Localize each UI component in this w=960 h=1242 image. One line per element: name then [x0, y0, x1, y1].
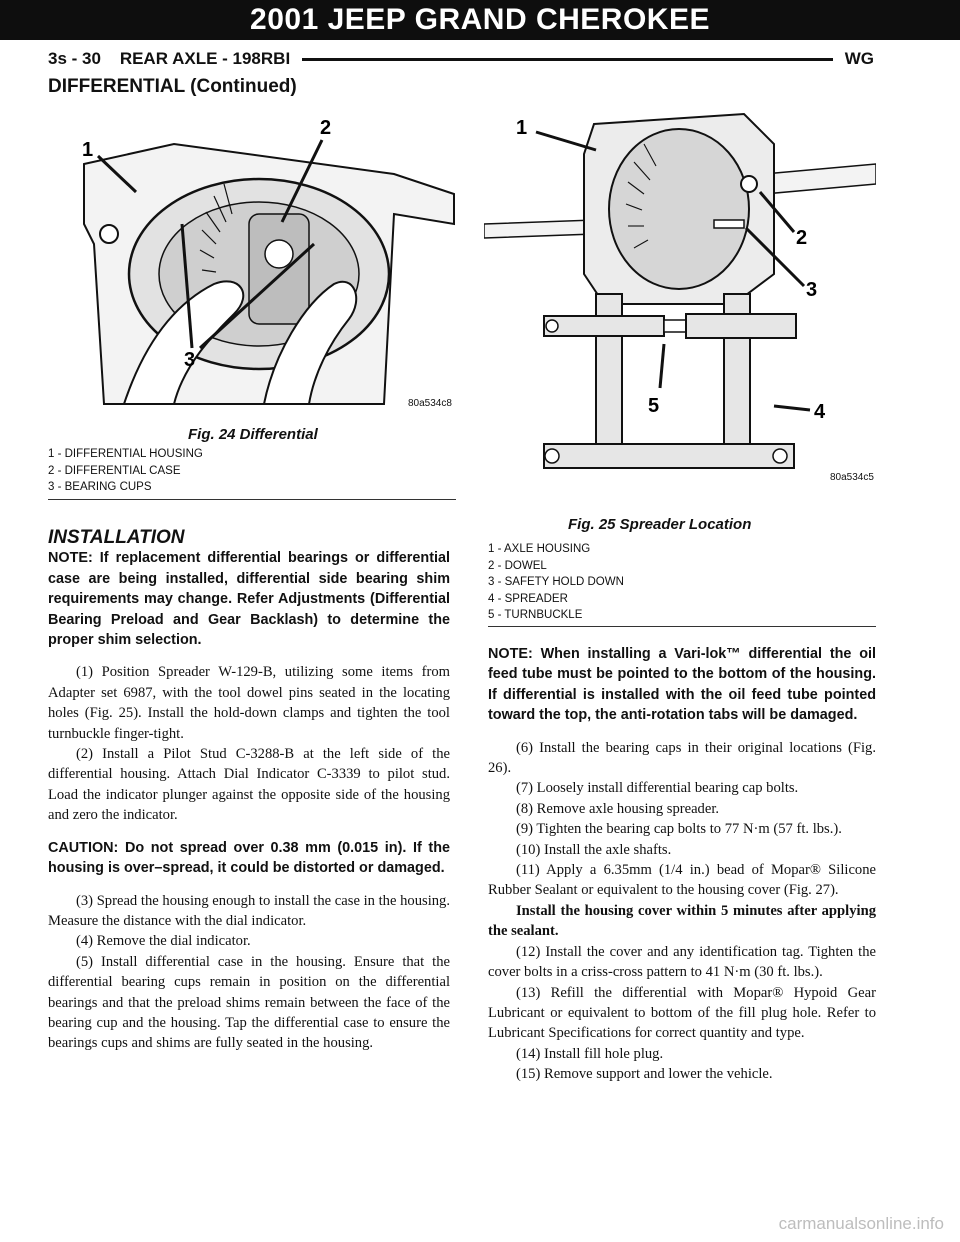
figure-24-differential [64, 104, 456, 412]
left-column-text [48, 528, 450, 1054]
legend-item: 2 - DOWEL [488, 559, 547, 572]
caution-spread: CAUTION: Do not spread over 0.38 mm (0.015 in). If the housing is over–spread, it could be distorted or damaged. [48, 839, 450, 877]
step-14: (14) Install fill hole plug. [516, 1045, 664, 1062]
fig25-callout-3: 3 [806, 279, 818, 301]
step-13: (13) Refill the differential with Mopar® Hypoid Gear Lubricant or equivalent to bottom of the fill plug hole. Refer to Lubricant Specifications for correct quantity and type. [488, 984, 876, 1042]
step-6: (6) Install the bearing caps in their original locations (Fig. 26). [488, 739, 876, 777]
fig25-callout-4: 4 [814, 401, 826, 423]
step-10: (10) Install the axle shafts. [516, 841, 672, 858]
note-vari-lok: NOTE: When installing a Vari-lok™ differential the oil feed tube must be pointed to the bottom of the housing. If differential is installed with the oil feed tube pointed toward the top, the anti-rotation tabs will be damaged. [488, 646, 876, 724]
page-header-left: 3s - 30 REAR AXLE - 198RBI [48, 49, 291, 68]
step-15: (15) Remove support and lower the vehicle. [516, 1066, 773, 1083]
legend-item: 2 - DIFFERENTIAL CASE [48, 464, 181, 477]
fig25-arrow-1 [536, 132, 596, 150]
note-shim-requirements: NOTE: If replacement differential bearings or differential case are being installed, differential side bearing shim requirements may change. Refer Adjustments (Differential Bearing Preload and Gear Backlash) to determine the proper shim selection. [48, 550, 450, 649]
figure-24-illustration [64, 104, 456, 412]
fig25-callout-1: 1 [516, 117, 528, 139]
step-2: (2) Install a Pilot Stud C-3288-B at the left side of the differential housing. Attach Dial Indicator C-3339 to pilot stud. Load the indicator plunger against the opposite side of the housing and zero the indicator. [48, 746, 450, 824]
fig25-code: 80a534c5 [830, 472, 874, 483]
document-banner [0, 0, 960, 40]
step-12: (12) Install the cover and any identification tag. Tighten the cover bolts in a criss-cross pattern to 41 N·m (30 ft. lbs.). [488, 943, 876, 981]
fig25-arrow-4 [774, 406, 810, 410]
fig24-callout-2: 2 [320, 117, 332, 139]
step-4: (4) Remove the dial indicator. [76, 933, 251, 950]
figure-25-spreader-location [484, 104, 876, 482]
legend-item: 3 - BEARING CUPS [48, 481, 152, 493]
legend-item: 5 - TURNBUCKLE [488, 609, 583, 621]
fig24-callout-1: 1 [82, 139, 94, 161]
step-11: (11) Apply a 6.35mm (1/4 in.) bead of Mopar® Silicone Rubber Sealant or equivalent to the housing cover (Fig. 27). [488, 862, 876, 899]
right-column-text [488, 644, 876, 1085]
watermark: carmanualsonline.info [778, 1214, 944, 1233]
fig24-callout-3: 3 [184, 349, 196, 371]
fig25-legend-rule [488, 626, 876, 627]
legend-item: 4 - SPREADER [488, 592, 568, 605]
figure-25-illustration [484, 104, 876, 482]
step-9: (9) Tighten the bearing cap bolts to 77 N·m (57 ft. lbs.). [516, 821, 842, 838]
step-8: (8) Remove axle housing spreader. [516, 800, 720, 817]
step-1: (1) Position Spreader W-129-B, utilizing some items from Adapter set 6987, with the tool dowel pins seated in the locating holes (Fig. 25). Install the hold-down clamps and tighten the tool turnbuckle finger-tight. [48, 664, 450, 742]
fig24-caption: Fig. 24 Differential [188, 426, 318, 443]
fig25-callout-5: 5 [648, 395, 660, 417]
page-header [48, 46, 874, 72]
fig24-code: 80a534c8 [408, 398, 452, 409]
fig24-legend [48, 446, 203, 496]
step-7: (7) Loosely install differential bearing cap bolts. [516, 780, 799, 797]
section-continued-title: DIFFERENTIAL (Continued) [48, 76, 297, 97]
fig25-caption: Fig. 25 Spreader Location [568, 516, 752, 533]
page-header-right: WG [844, 49, 874, 68]
fig24-legend-rule [48, 499, 456, 500]
legend-item: 3 - SAFETY HOLD DOWN [488, 576, 624, 588]
header-rule [302, 58, 833, 61]
fig25-legend [488, 541, 624, 624]
instruction-housing-cover: Install the housing cover within 5 minutes after applying the sealant. [488, 902, 876, 940]
fig25-callout-2: 2 [796, 227, 808, 249]
banner-title: 2001 JEEP GRAND CHEROKEE [250, 3, 710, 36]
legend-item: 1 - AXLE HOUSING [488, 543, 591, 555]
step-3: (3) Spread the housing enough to install the case in the housing. Measure the distance with the dial indicator. [48, 892, 450, 929]
fig25-arrow-5 [660, 344, 664, 388]
installation-heading: INSTALLATION [48, 527, 185, 548]
step-5: (5) Install differential case in the housing. Ensure that the differential bearing cups remain in position on the differential bearings and that the preload shims remain between the face of the bearing cup and the housing. Tap the differential case to ensure the bearings cups and shims are fully seated in the housing. [48, 953, 450, 1052]
legend-item: 1 - DIFFERENTIAL HOUSING [48, 448, 203, 460]
